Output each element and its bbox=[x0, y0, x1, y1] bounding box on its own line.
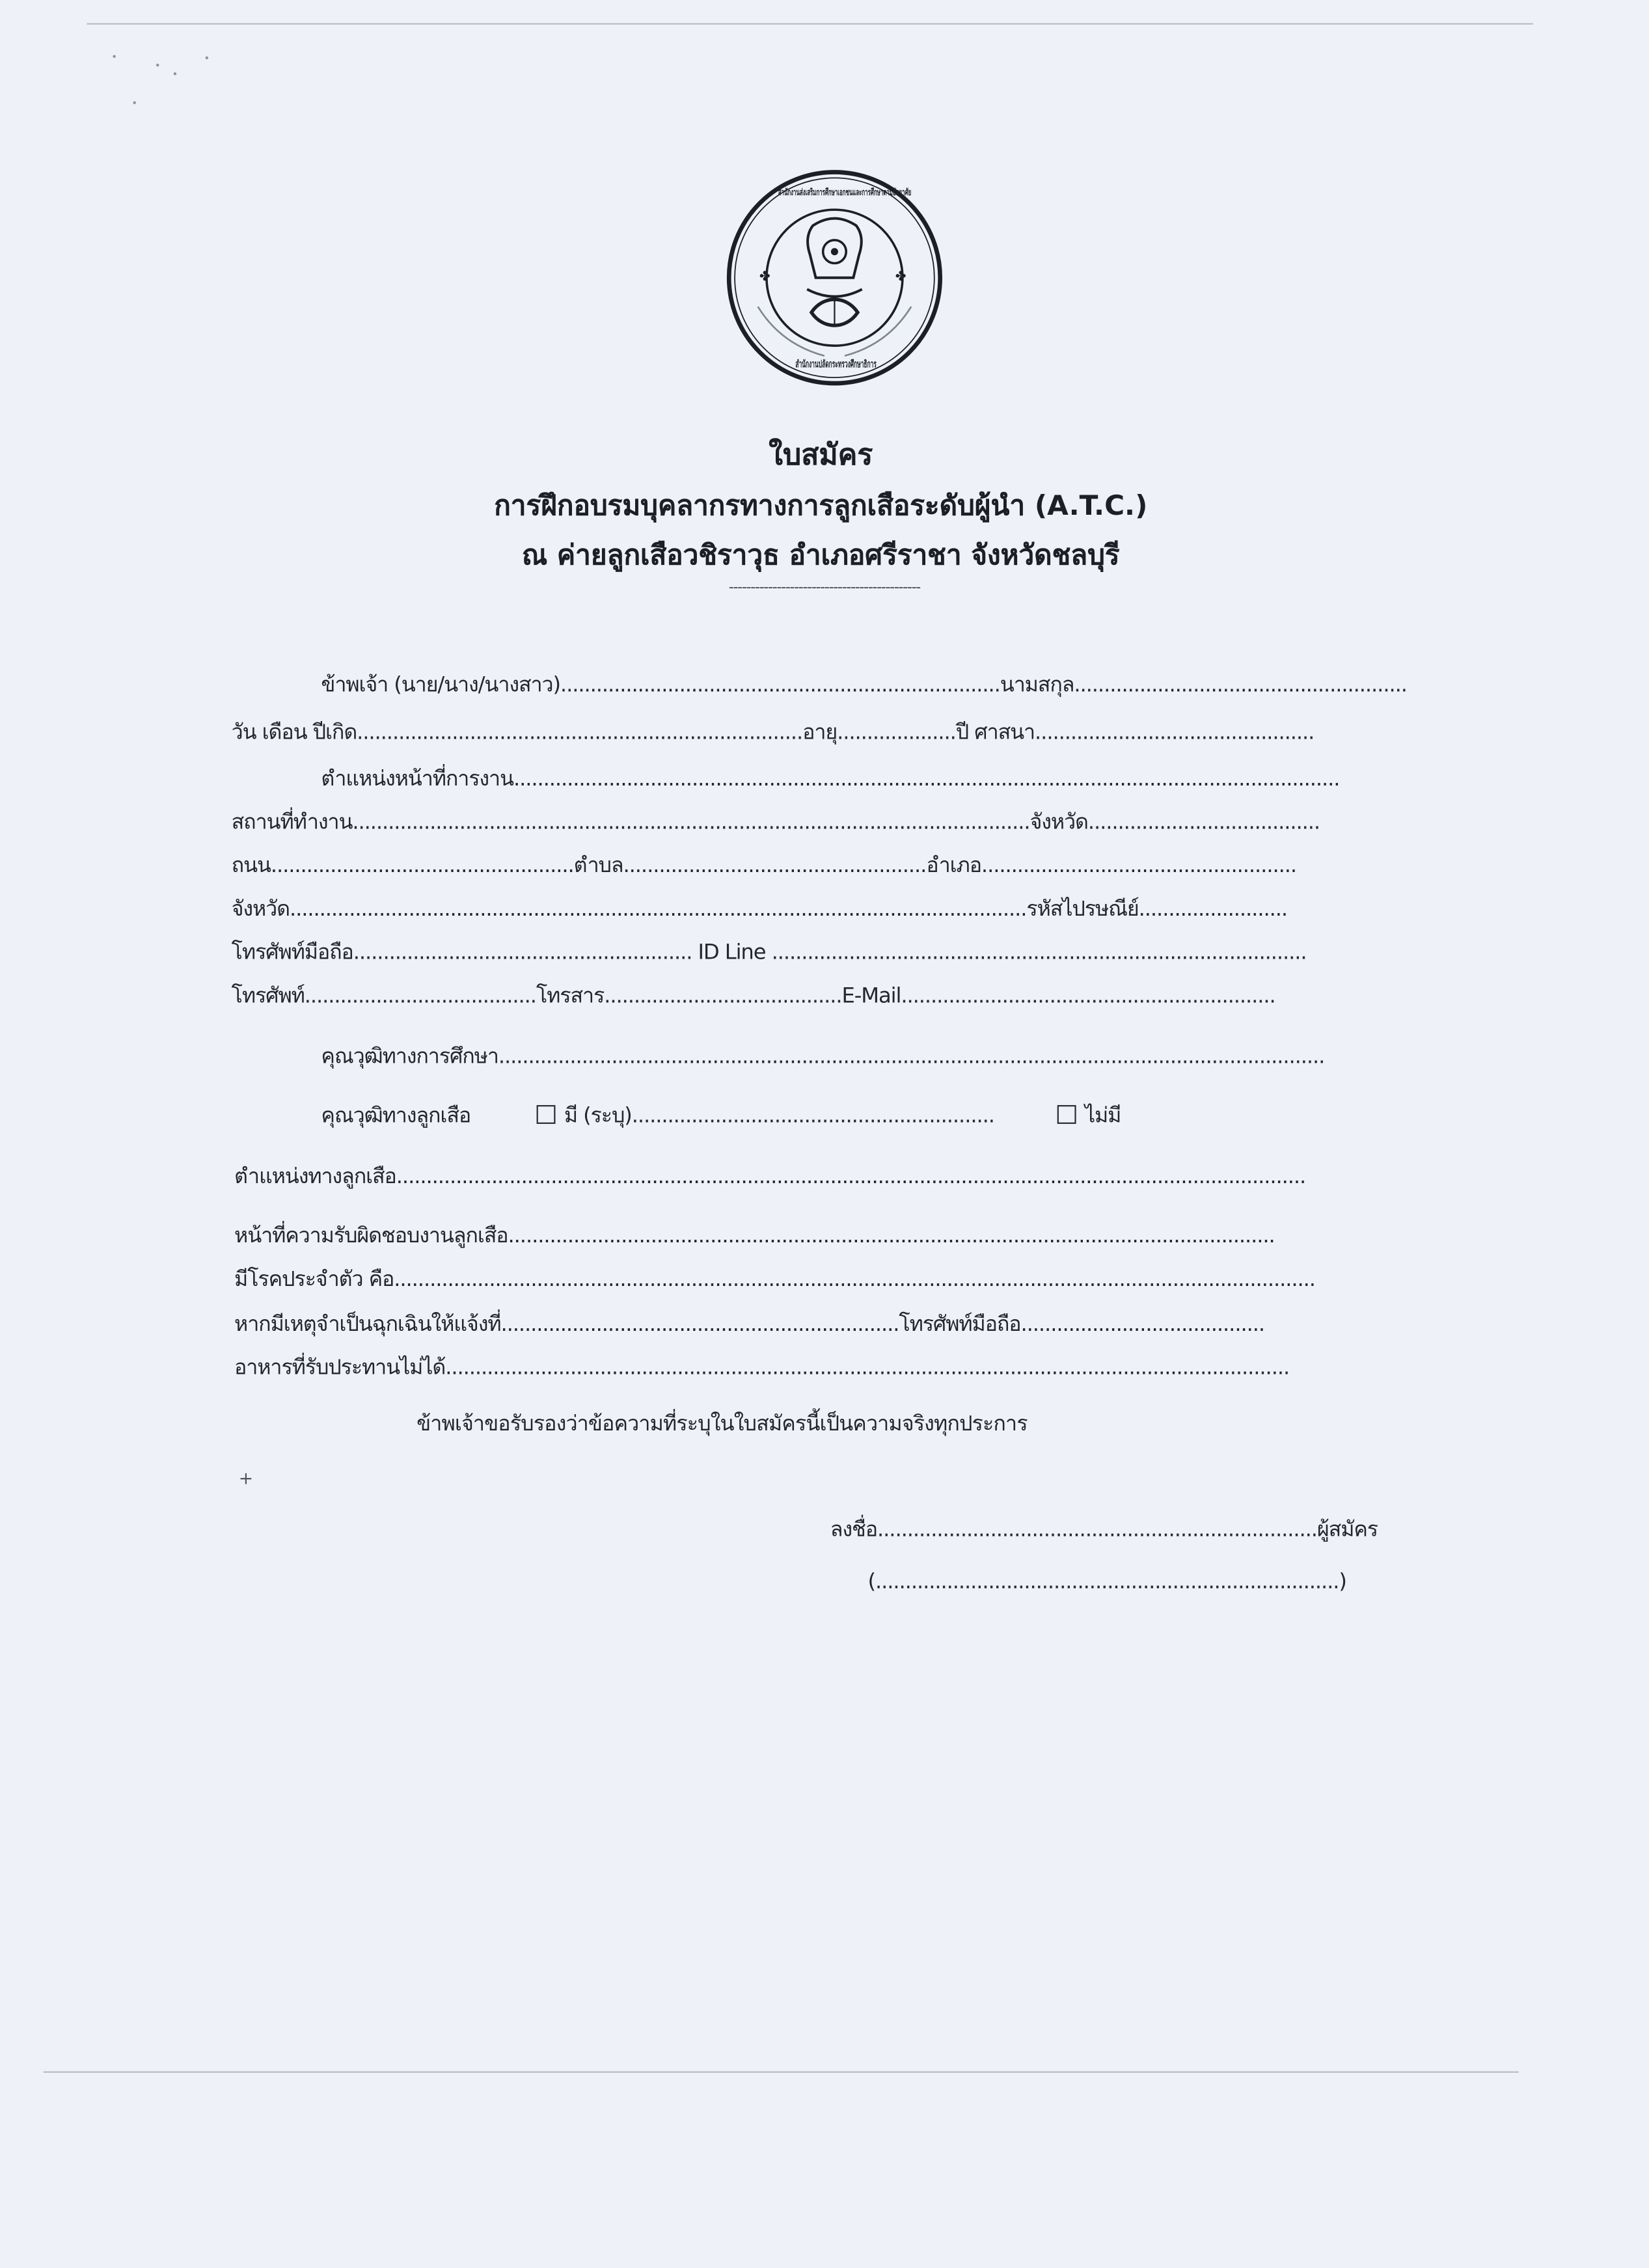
printed-name-field[interactable]: (..............................................................................) bbox=[867, 1570, 1346, 1594]
scout-duty-field[interactable]: หน้าที่ความรับผิดชอบงานลูกเสือ................................................................................................................................. bbox=[234, 1225, 1275, 1249]
emergency-contact-field[interactable]: หากมีเหตุจำเป็นฉุกเฉินให้แจ้งที่...................................................................โทรศัพท์มือถือ......................................... bbox=[234, 1313, 1265, 1337]
no-checkbox[interactable] bbox=[1057, 1105, 1076, 1124]
venue-title: ณ ค่ายลูกเสือวชิราวุธ อำเภอศรีราชา จังหวัดชลบุรี bbox=[522, 540, 1120, 571]
disease-field[interactable]: มีโรคประจำตัว คือ........................................................................................................................................................... bbox=[234, 1268, 1315, 1292]
mobile-idline-field[interactable]: โทรศัพท์มือถือ......................................................... ID Line .......................................................................................... bbox=[231, 941, 1307, 965]
svg-text:✤: ✤ bbox=[759, 268, 770, 284]
province-postcode-field[interactable]: จังหวัด............................................................................................................................รหัสไปรษณีย์......................... bbox=[231, 898, 1288, 922]
plus-mark: + bbox=[238, 1468, 254, 1489]
scout-qualification-label: คุณวุฒิทางลูกเสือ bbox=[321, 1105, 471, 1128]
yes-checkbox[interactable] bbox=[537, 1105, 556, 1124]
svg-text:✤: ✤ bbox=[895, 268, 906, 284]
address-road-field[interactable]: ถนน...................................................ตำบล...................................................อำเภอ..................................................... bbox=[231, 854, 1297, 879]
scout-qualification-yes[interactable] bbox=[537, 1099, 994, 1132]
form-title: ใบสมัคร bbox=[769, 437, 873, 472]
workplace-field[interactable]: สถานที่ทำงาน..................................................................................................................จังหวัด....................................... bbox=[231, 811, 1320, 835]
birth-date-field[interactable]: วัน เดือน ปีเกิด...........................................................................อายุ....................ปี ศาสนา............................................... bbox=[231, 722, 1315, 745]
scout-position-field[interactable]: ตำแหน่งทางลูกเสือ......................................................................................................................................................... bbox=[234, 1166, 1306, 1189]
education-field[interactable]: คุณวุฒิทางการศึกษา........................................................................................................................................... bbox=[321, 1045, 1325, 1069]
phone-fax-email-field[interactable]: โทรศัพท์.......................................โทรสาร........................................E-Mail............................................................... bbox=[231, 985, 1275, 1009]
seal-logo bbox=[706, 171, 964, 385]
certification-statement: ข้าพเจ้าขอรับรองว่าข้อความที่ระบุในใบสมัครนี้เป็นความจริงทุกประการ bbox=[416, 1413, 1028, 1437]
yes-option-label: มี (ระบุ)............................................................. bbox=[564, 1105, 994, 1128]
name-field[interactable]: ข้าพเจ้า (นาย/นาง/นางสาว)..........................................................................นามสกุล........................................................ bbox=[321, 674, 1407, 698]
title-separator: -------------------------------------------- bbox=[728, 580, 920, 596]
signature-field[interactable]: ลงชื่อ..........................................................................ผู้สมัคร bbox=[830, 1518, 1378, 1542]
seal-bottom-text: สำนักงานปลัดกระทรวงศึกษาธิการ bbox=[795, 358, 877, 370]
course-title: การฝึกอบรมบุคลากรทางการลูกเสือระดับผู้นำ (A.T.C.) bbox=[494, 490, 1148, 523]
position-field[interactable]: ตำแหน่งหน้าที่การงาน........................................................................................................................................... bbox=[321, 768, 1340, 791]
seal-top-text: สำนักงานส่งเสริมการศึกษาเอกชนและการศึกษาตามอัธยาศัย bbox=[778, 187, 912, 198]
food-restriction-field[interactable]: อาหารที่รับประทานไม่ได้.............................................................................................................................................. bbox=[234, 1356, 1290, 1380]
scout-qualification-no[interactable] bbox=[1057, 1099, 1121, 1132]
no-option-label: ไม่มี bbox=[1084, 1105, 1121, 1128]
